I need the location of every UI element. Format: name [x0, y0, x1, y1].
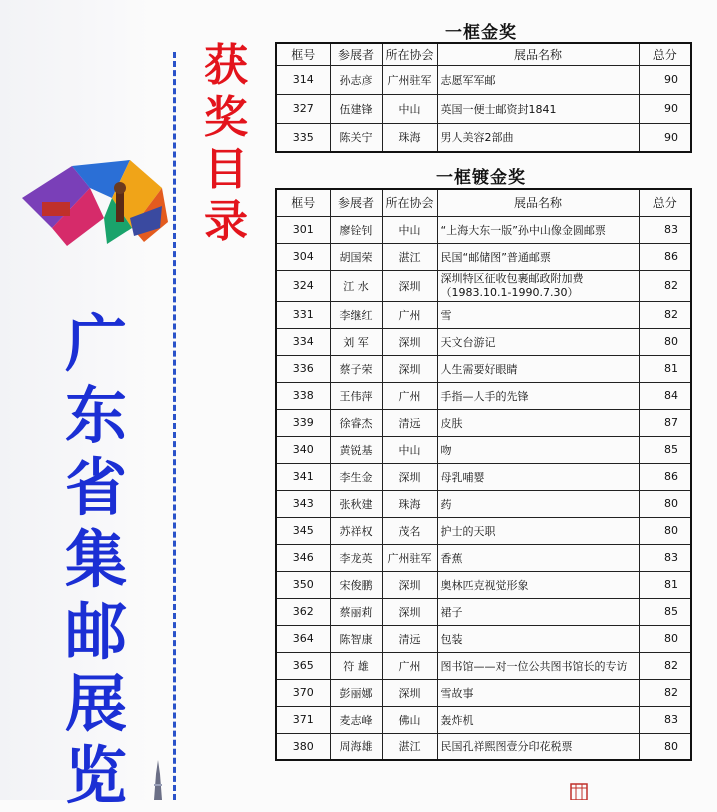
- score-cell: 82: [639, 679, 691, 706]
- table-row: [276, 409, 691, 436]
- assoc-cell: 深圳: [382, 463, 437, 490]
- assoc-cell: 深圳: [382, 355, 437, 382]
- column-header-assoc: 所在协会: [382, 189, 437, 216]
- name-cell: 刘 军: [330, 328, 382, 355]
- frame-cell: 365: [276, 652, 330, 679]
- score-cell: 86: [639, 243, 691, 270]
- exhibit-cell: 民国孔祥熙图壹分印花税票: [437, 733, 639, 760]
- table-row: [276, 436, 691, 463]
- exhibit-cell: 护士的天职: [437, 517, 639, 544]
- score-cell: 80: [639, 625, 691, 652]
- score-cell: 82: [639, 652, 691, 679]
- name-cell: 张秋建: [330, 490, 382, 517]
- table-row: [276, 382, 691, 409]
- name-cell: 蔡子荣: [330, 355, 382, 382]
- name-cell: 蔡丽莉: [330, 598, 382, 625]
- score-cell: 80: [639, 328, 691, 355]
- frame-cell: 341: [276, 463, 330, 490]
- frame-cell: 371: [276, 706, 330, 733]
- score-cell: 82: [639, 270, 691, 301]
- exhibit-cell: 药: [437, 490, 639, 517]
- frame-cell: 370: [276, 679, 330, 706]
- assoc-cell: 中山: [382, 94, 437, 123]
- column-header-frame: 框号: [276, 43, 330, 65]
- assoc-cell: 广州驻军: [382, 544, 437, 571]
- frame-cell: 324: [276, 270, 330, 301]
- column-header-name: 参展者: [330, 43, 382, 65]
- exhibition-title-char: 集: [64, 523, 127, 596]
- exhibit-cell: 志愿军军邮: [437, 65, 639, 94]
- name-cell: 伍建锋: [330, 94, 382, 123]
- column-header-assoc: 所在协会: [382, 43, 437, 65]
- name-cell: 胡国荣: [330, 243, 382, 270]
- name-cell: 宋俊鹏: [330, 571, 382, 598]
- gold-section-title: 一框金奖: [445, 23, 517, 43]
- table-header-row: [276, 189, 691, 216]
- table-row: [276, 706, 691, 733]
- exhibit-cell: 天文台游记: [437, 328, 639, 355]
- tower-icon: [150, 760, 166, 800]
- name-cell: 周海雄: [330, 733, 382, 760]
- exhibition-title-char: 广: [64, 307, 127, 380]
- name-cell: 陈关宁: [330, 123, 382, 152]
- exhibit-cell: 雪故事: [437, 679, 639, 706]
- frame-cell: 327: [276, 94, 330, 123]
- frame-cell: 343: [276, 490, 330, 517]
- page-heading-char: 录: [204, 196, 248, 247]
- table-row: [276, 216, 691, 243]
- table-row: [276, 123, 691, 152]
- score-cell: 80: [639, 733, 691, 760]
- assoc-cell: 广州驻军: [382, 65, 437, 94]
- frame-cell: 304: [276, 243, 330, 270]
- name-cell: 江 水: [330, 270, 382, 301]
- score-cell: 90: [639, 65, 691, 94]
- exhibit-cell: 包装: [437, 625, 639, 652]
- assoc-cell: 广州: [382, 382, 437, 409]
- exhibit-cell: 母乳哺婴: [437, 463, 639, 490]
- column-header-exhibit: 展品名称: [437, 43, 639, 65]
- assoc-cell: 湛江: [382, 243, 437, 270]
- exhibit-cell: 深圳特区征收包裹邮政附加费（1983.10.1-1990.7.30）: [437, 270, 639, 301]
- name-cell: 陈智康: [330, 625, 382, 652]
- table-row: [276, 355, 691, 382]
- name-cell: 孙志彦: [330, 65, 382, 94]
- exhibit-cell: 英国一便士邮资封1841: [437, 94, 639, 123]
- table-row: [276, 598, 691, 625]
- frame-cell: 346: [276, 544, 330, 571]
- vermeil-section-title: 一框镀金奖: [436, 168, 526, 188]
- name-cell: 徐睿杰: [330, 409, 382, 436]
- exhibit-cell: 香蕉: [437, 544, 639, 571]
- exhibit-cell: 民国“邮储图”普通邮票: [437, 243, 639, 270]
- score-cell: 86: [639, 463, 691, 490]
- table-row: [276, 243, 691, 270]
- assoc-cell: 珠海: [382, 490, 437, 517]
- table-row: [276, 517, 691, 544]
- page-heading: [196, 40, 256, 248]
- page-heading-char: 获: [204, 40, 248, 91]
- exhibition-title-char: 省: [64, 451, 127, 524]
- name-cell: 李生金: [330, 463, 382, 490]
- frame-cell: 331: [276, 301, 330, 328]
- assoc-cell: 深圳: [382, 270, 437, 301]
- exhibit-cell: “上海大东一版”孙中山像金圆邮票: [437, 216, 639, 243]
- table-row: [276, 301, 691, 328]
- exhibition-title-char: 展: [64, 667, 127, 740]
- frame-cell: 335: [276, 123, 330, 152]
- assoc-cell: 深圳: [382, 679, 437, 706]
- column-header-score: 总分: [639, 43, 691, 65]
- exhibit-cell: 吻: [437, 436, 639, 463]
- exhibit-cell: 图书馆——对一位公共图书馆长的专访: [437, 652, 639, 679]
- assoc-cell: 清远: [382, 625, 437, 652]
- name-cell: 彭丽娜: [330, 679, 382, 706]
- frame-cell: 336: [276, 355, 330, 382]
- table-header-row: [276, 43, 691, 65]
- name-cell: 符 雄: [330, 652, 382, 679]
- score-cell: 87: [639, 409, 691, 436]
- exhibition-title-char: 览: [64, 739, 127, 812]
- score-cell: 90: [639, 123, 691, 152]
- table-row: [276, 490, 691, 517]
- frame-cell: 334: [276, 328, 330, 355]
- frame-cell: 350: [276, 571, 330, 598]
- exhibit-cell: 裙子: [437, 598, 639, 625]
- assoc-cell: 深圳: [382, 328, 437, 355]
- table-row: [276, 733, 691, 760]
- frame-cell: 314: [276, 65, 330, 94]
- score-cell: 80: [639, 490, 691, 517]
- table-row: [276, 94, 691, 123]
- score-cell: 85: [639, 598, 691, 625]
- assoc-cell: 清远: [382, 409, 437, 436]
- table-row: [276, 544, 691, 571]
- assoc-cell: 珠海: [382, 123, 437, 152]
- column-header-score: 总分: [639, 189, 691, 216]
- score-cell: 83: [639, 216, 691, 243]
- exhibition-logo-icon: [12, 158, 172, 250]
- assoc-cell: 广州: [382, 652, 437, 679]
- score-cell: 83: [639, 544, 691, 571]
- table-row: [276, 652, 691, 679]
- column-header-exhibit: 展品名称: [437, 189, 639, 216]
- table-row: [276, 328, 691, 355]
- name-cell: 李继红: [330, 301, 382, 328]
- name-cell: 苏祥权: [330, 517, 382, 544]
- score-cell: 81: [639, 355, 691, 382]
- assoc-cell: 广州: [382, 301, 437, 328]
- exhibit-cell: 奥林匹克视觉形象: [437, 571, 639, 598]
- score-cell: 80: [639, 517, 691, 544]
- frame-cell: 364: [276, 625, 330, 652]
- exhibition-title: [55, 308, 137, 812]
- assoc-cell: 深圳: [382, 571, 437, 598]
- score-cell: 83: [639, 706, 691, 733]
- page-heading-char: 目: [204, 144, 248, 195]
- gold-awards-table: [275, 42, 692, 153]
- frame-cell: 339: [276, 409, 330, 436]
- name-cell: 王伟萍: [330, 382, 382, 409]
- assoc-cell: 中山: [382, 216, 437, 243]
- exhibit-cell: 轰炸机: [437, 706, 639, 733]
- table-row: [276, 571, 691, 598]
- score-cell: 82: [639, 301, 691, 328]
- frame-cell: 380: [276, 733, 330, 760]
- name-cell: 黄锐基: [330, 436, 382, 463]
- score-cell: 90: [639, 94, 691, 123]
- frame-cell: 340: [276, 436, 330, 463]
- name-cell: 廖铨钊: [330, 216, 382, 243]
- dashed-divider: [173, 52, 176, 800]
- name-cell: 麦志峰: [330, 706, 382, 733]
- table-row: [276, 679, 691, 706]
- column-header-frame: 框号: [276, 189, 330, 216]
- table-row: [276, 463, 691, 490]
- vermeil-awards-table: [275, 188, 692, 761]
- column-header-name: 参展者: [330, 189, 382, 216]
- page-heading-char: 奖: [204, 92, 248, 143]
- exhibition-title-char: 邮: [64, 595, 127, 668]
- exhibit-cell: 手指—人手的先锋: [437, 382, 639, 409]
- frame-cell: 301: [276, 216, 330, 243]
- score-cell: 81: [639, 571, 691, 598]
- bottom-mark-icon: [568, 778, 590, 800]
- exhibit-cell: 男人美容2部曲: [437, 123, 639, 152]
- frame-cell: 345: [276, 517, 330, 544]
- score-cell: 85: [639, 436, 691, 463]
- assoc-cell: 佛山: [382, 706, 437, 733]
- table-row: [276, 270, 691, 301]
- assoc-cell: 湛江: [382, 733, 437, 760]
- assoc-cell: 茂名: [382, 517, 437, 544]
- exhibition-title-char: 东: [64, 379, 127, 452]
- exhibit-cell: 人生需要好眼睛: [437, 355, 639, 382]
- table-row: [276, 625, 691, 652]
- score-cell: 84: [639, 382, 691, 409]
- name-cell: 李龙英: [330, 544, 382, 571]
- exhibit-cell: 皮肤: [437, 409, 639, 436]
- frame-cell: 362: [276, 598, 330, 625]
- frame-cell: 338: [276, 382, 330, 409]
- table-row: [276, 65, 691, 94]
- assoc-cell: 中山: [382, 436, 437, 463]
- assoc-cell: 深圳: [382, 598, 437, 625]
- exhibit-cell: 雪: [437, 301, 639, 328]
